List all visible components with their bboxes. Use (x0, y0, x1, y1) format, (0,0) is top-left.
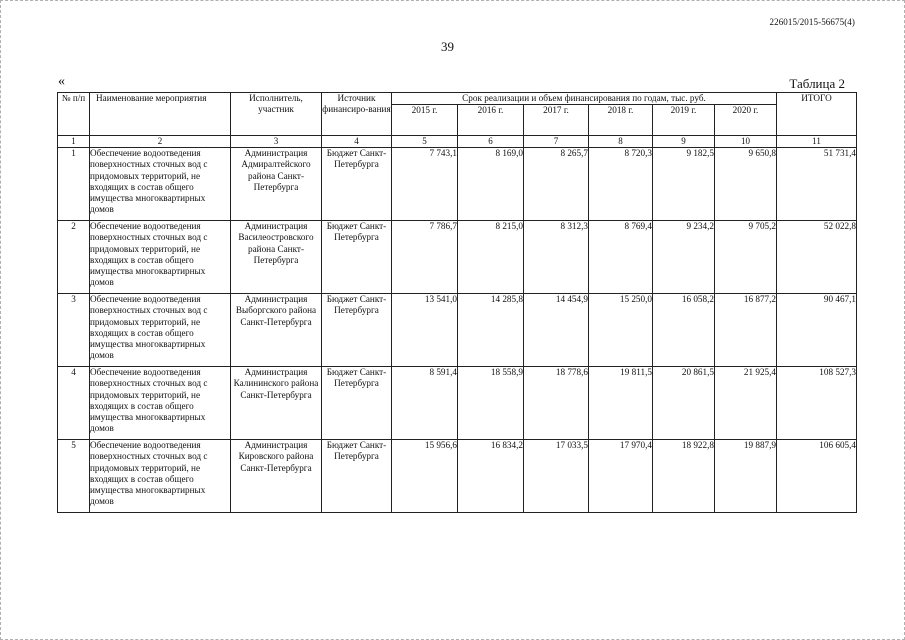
executor: Администрация Василеостровского района Санкт-Петербурга (231, 221, 322, 294)
row-number: 4 (58, 367, 90, 440)
column-number: 11 (777, 136, 857, 148)
value-2020: 9 705,2 (715, 221, 777, 294)
activity-name: Обеспечение водоотведения поверхностных сточных вод с придомовых территорий, не входящих в состав общего имущества многоквартирных домов (90, 148, 231, 221)
value-2015: 8 591,4 (392, 367, 458, 440)
column-header-total: ИТОГО (777, 93, 857, 136)
column-header-period: Срок реализации и объем финансирования по годам, тыс. руб. (392, 93, 777, 105)
column-header-year: 2016 г. (458, 105, 524, 136)
value-2016: 18 558,9 (458, 367, 524, 440)
activity-name: Обеспечение водоотведения поверхностных сточных вод с придомовых территорий, не входящих в состав общего имущества многоквартирных домов (90, 367, 231, 440)
value-2015: 15 956,6 (392, 440, 458, 513)
activity-name: Обеспечение водоотведения поверхностных сточных вод с придомовых территорий, не входящих в состав общего имущества многоквартирных домов (90, 221, 231, 294)
column-number: 1 (58, 136, 90, 148)
column-header-source: Источник финансиро-вания (322, 93, 392, 136)
column-header-year: 2018 г. (589, 105, 653, 136)
value-2015: 7 743,1 (392, 148, 458, 221)
column-number: 5 (392, 136, 458, 148)
document-number: 226015/2015-56675(4) (769, 17, 855, 27)
financing-table (57, 92, 857, 513)
funding-source: Бюджет Санкт-Петербурга (322, 294, 392, 367)
value-2017: 18 778,6 (524, 367, 589, 440)
table-row (58, 367, 857, 440)
table-row (58, 294, 857, 367)
column-number: 6 (458, 136, 524, 148)
column-header-year: 2015 г. (392, 105, 458, 136)
value-2016: 8 169,0 (458, 148, 524, 221)
value-2018: 15 250,0 (589, 294, 653, 367)
row-number: 2 (58, 221, 90, 294)
column-header-name: Наименование мероприятия (90, 93, 231, 136)
value-2015: 7 786,7 (392, 221, 458, 294)
activity-name: Обеспечение водоотведения поверхностных сточных вод с придомовых территорий, не входящих в состав общего имущества многоквартирных домов (90, 294, 231, 367)
row-total: 52 022,8 (777, 221, 857, 294)
funding-source: Бюджет Санкт-Петербурга (322, 221, 392, 294)
executor: Администрация Кировского района Санкт-Петербурга (231, 440, 322, 513)
value-2019: 9 234,2 (653, 221, 715, 294)
executor: Администрация Выборгского района Санкт-Петербурга (231, 294, 322, 367)
value-2020: 19 887,9 (715, 440, 777, 513)
value-2017: 14 454,9 (524, 294, 589, 367)
value-2019: 16 058,2 (653, 294, 715, 367)
table-title: Таблица 2 (789, 76, 845, 91)
column-number: 8 (589, 136, 653, 148)
value-2020: 21 925,4 (715, 367, 777, 440)
executor: Администрация Адмиралтейского района Санкт-Петербурга (231, 148, 322, 221)
value-2018: 8 720,3 (589, 148, 653, 221)
page-number: 39 (441, 39, 454, 54)
value-2017: 17 033,5 (524, 440, 589, 513)
value-2016: 8 215,0 (458, 221, 524, 294)
funding-source: Бюджет Санкт-Петербурга (322, 367, 392, 440)
header-row (58, 93, 857, 105)
row-total: 90 467,1 (777, 294, 857, 367)
table-row (58, 148, 857, 221)
value-2017: 8 312,3 (524, 221, 589, 294)
column-number: 4 (322, 136, 392, 148)
column-number: 7 (524, 136, 589, 148)
funding-source: Бюджет Санкт-Петербурга (322, 148, 392, 221)
column-header-year: 2020 г. (715, 105, 777, 136)
value-2020: 16 877,2 (715, 294, 777, 367)
row-total: 108 527,3 (777, 367, 857, 440)
column-number-row (58, 136, 857, 148)
value-2019: 18 922,8 (653, 440, 715, 513)
executor: Администрация Калининского района Санкт-Петербурга (231, 367, 322, 440)
funding-source: Бюджет Санкт-Петербурга (322, 440, 392, 513)
row-total: 51 731,4 (777, 148, 857, 221)
row-number: 1 (58, 148, 90, 221)
value-2018: 19 811,5 (589, 367, 653, 440)
value-2019: 20 861,5 (653, 367, 715, 440)
row-number: 3 (58, 294, 90, 367)
table-row (58, 221, 857, 294)
column-number: 9 (653, 136, 715, 148)
column-header-no: № п/п (58, 93, 90, 136)
column-number: 3 (231, 136, 322, 148)
column-header-year: 2017 г. (524, 105, 589, 136)
value-2018: 8 769,4 (589, 221, 653, 294)
value-2015: 13 541,0 (392, 294, 458, 367)
value-2017: 8 265,7 (524, 148, 589, 221)
row-total: 106 605,4 (777, 440, 857, 513)
column-header-year: 2019 г. (653, 105, 715, 136)
value-2016: 16 834,2 (458, 440, 524, 513)
column-header-executor: Исполнитель, участник (231, 93, 322, 136)
value-2018: 17 970,4 (589, 440, 653, 513)
value-2016: 14 285,8 (458, 294, 524, 367)
activity-name: Обеспечение водоотведения поверхностных сточных вод с придомовых территорий, не входящих в состав общего имущества многоквартирных домов (90, 440, 231, 513)
column-number: 2 (90, 136, 231, 148)
row-number: 5 (58, 440, 90, 513)
column-number: 10 (715, 136, 777, 148)
value-2020: 9 650,8 (715, 148, 777, 221)
value-2019: 9 182,5 (653, 148, 715, 221)
table-row (58, 440, 857, 513)
opening-quote: « (58, 74, 65, 89)
